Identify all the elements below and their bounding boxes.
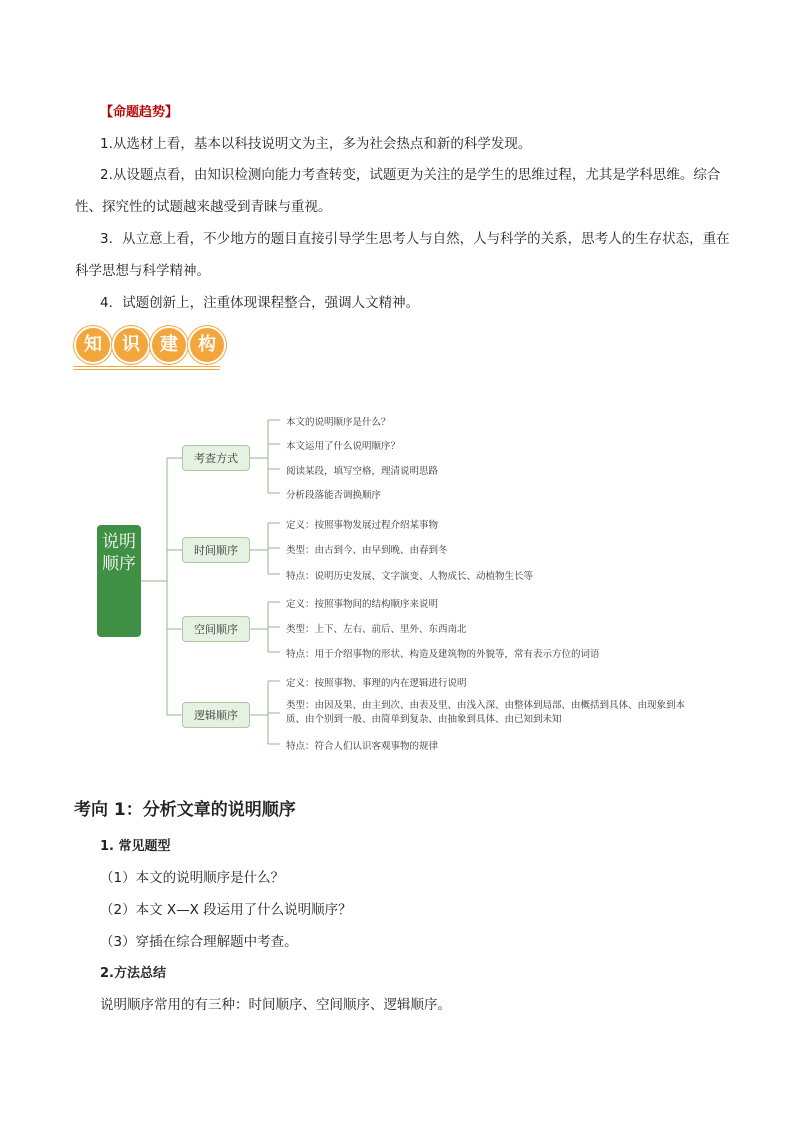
trend-item-2: 2.从设题点看，由知识检测向能力考查转变，试题更为关注的是学生的思维过程，尤其是学科思维。综合性、探究性的试题越来越受到青睐与重视。 [75,167,721,215]
subheading-question-types: 1. 常见题型 [100,839,171,854]
leaf-exam-4: 分析段落能否调换顺序 [286,490,382,501]
banner-char-4: 构 [188,326,226,364]
subheading-method-summary: 2.方法总结 [100,966,166,981]
leaf-time-2: 类型：由古到今、由早到晚、由春到冬 [286,545,448,556]
trend-item-1: 1.从选材上看，基本以科技说明文为主，多为社会热点和新的科学发现。 [100,136,532,152]
banner-char-1: 知 [74,326,112,364]
leaf-logic-3: 特点：符合人们认识客观事物的规律 [286,741,439,752]
leaf-exam-3: 阅读某段，填写空格，理清说明思路 [286,466,439,477]
method-summary: 说明顺序常用的有三种：时间顺序、空间顺序、逻辑顺序。 [100,997,451,1013]
leaf-space-2: 类型：上下、左右、前后、里外、东西南北 [286,624,467,635]
mindmap-root: 说明顺序 [97,525,141,637]
leaf-exam-1: 本文的说明顺序是什么？ [286,417,391,428]
section-title: 考向 1：分析文章的说明顺序 [74,800,296,820]
banner-char-2: 识 [112,326,150,364]
leaf-logic-2: 类型：由因及果、由主到次、由表及里、由浅入深、由整体到局部、由概括到具体、由现象到本质、由个别到一般、由简单到复杂、由抽象到具体、由已知到未知 [286,700,686,725]
leaf-time-3: 特点：说明历史发展、文字演变、人物成长、动植物生长等 [286,571,534,582]
question-3: （3）穿插在综合理解题中考查。 [100,934,298,950]
trend-title: 【命题趋势】 [100,105,179,120]
question-2: （2）本文 X—X 段运用了什么说明顺序？ [100,902,352,918]
branch-time-order: 时间顺序 [182,537,250,563]
banner-char-3: 建 [150,326,188,364]
leaf-space-3: 特点：用于介绍事物的形状、构造及建筑物的外貌等，常有表示方位的词语 [286,649,600,660]
trend-item-3: 3．从立意上看，不少地方的题目直接引导学生思考人与自然，人与科学的关系，思考人的生存状态，重在科学思想与科学精神。 [75,231,730,279]
leaf-logic-1: 定义：按照事物、事理的内在逻辑进行说明 [286,678,467,689]
leaf-space-1: 定义：按照事物间的结构顺序来说明 [286,599,439,610]
question-1: （1）本文的说明顺序是什么？ [100,870,285,886]
branch-exam-method: 考查方式 [182,445,250,471]
leaf-exam-2: 本文运用了什么说明顺序？ [286,441,401,452]
trend-item-4: 4．试题创新上，注重体现课程整合，强调人文精神。 [100,295,420,311]
branch-logic-order: 逻辑顺序 [182,702,250,728]
leaf-time-1: 定义：按照事物发展过程介绍某事物 [286,520,439,531]
branch-space-order: 空间顺序 [182,616,250,642]
